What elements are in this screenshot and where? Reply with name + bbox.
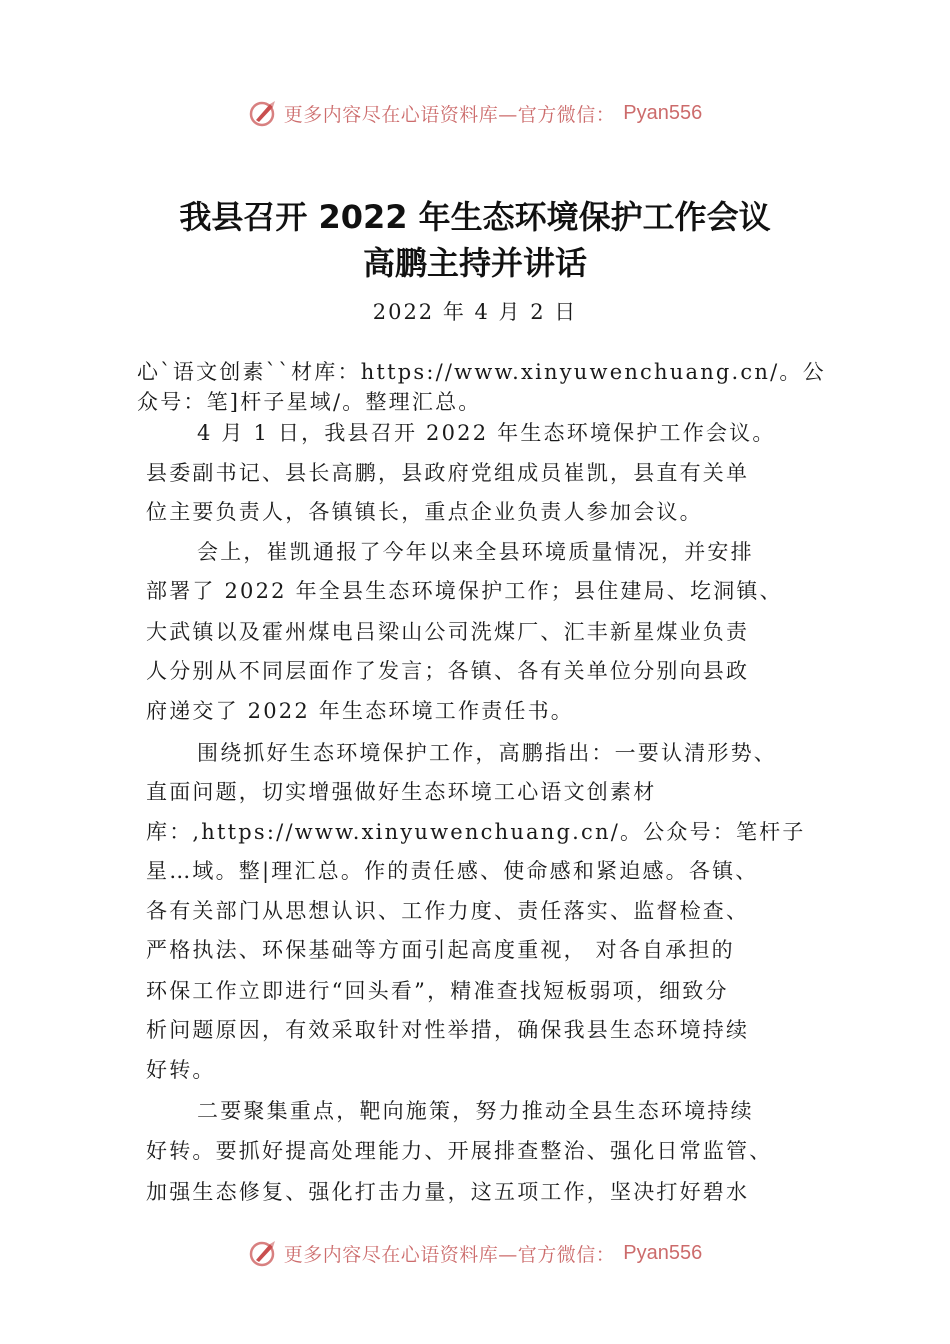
- document-title-line2: 高鹏主持并讲话: [362, 244, 587, 282]
- body-line: 会上，崔凯通报了今年以来全县环境质量情况，并安排: [197, 540, 754, 564]
- body-line: 二要聚集重点，靶向施策，努力推动全县生态环境持续: [197, 1099, 754, 1123]
- body-line: 库：,https://www.xinyuwenchuang.cn/。公众号：笔杆子: [146, 820, 806, 844]
- body-line: 府递交了 2022 年生态环境工作责任书。: [146, 699, 574, 723]
- document-date: 2022 年 4 月 2 日: [372, 300, 578, 324]
- body-line: 环保工作立即进行“回头看”，精准查找短板弱项，细致分: [146, 979, 729, 1003]
- body-line: 人分别从不同层面作了发言；各镇、各有关单位分别向县政: [146, 659, 750, 683]
- body-line: 加强生态修复、强化打击力量，这五项工作，坚决打好碧水: [146, 1180, 750, 1204]
- body-line: 各有关部门从思想认识、工作力度、责任落实、监督检查、: [146, 899, 750, 923]
- body-line: 好转。要抓好提高处理能力、开展排查整治、强化日常监管、: [146, 1139, 773, 1163]
- body-line: 星…域。整|理汇总。作的责任感、使命感和紧迫感。各镇、: [146, 859, 759, 883]
- body-line: 严格执法、环保基础等方面引起高度重视， 对各自承担的: [146, 938, 735, 962]
- body-line: 好转。: [146, 1058, 216, 1082]
- body-line: 心`语文创素``材库：https://www.xinyuwenchuang.cn/。公: [137, 360, 826, 384]
- watermark-header: [0, 93, 950, 133]
- body-line: 大武镇以及霍州煤电吕梁山公司洗煤厂、汇丰新星煤业负责: [146, 620, 750, 644]
- body-line: 部署了 2022 年全县生态环境保护工作；县住建局、圪洞镇、: [146, 579, 783, 603]
- body-line: 4 月 1 日，我县召开 2022 年生态环境保护工作会议。: [197, 421, 776, 445]
- watermark-text: 更多内容尽在心语资料库—官方微信：: [283, 103, 616, 126]
- quill-logo-icon: [248, 98, 278, 128]
- quill-logo-icon: [248, 1238, 278, 1268]
- body-line: 位主要负责人，各镇镇长，重点企业负责人参加会议。: [146, 500, 703, 524]
- watermark-text: 更多内容尽在心语资料库—官方微信：: [283, 1243, 616, 1266]
- body-line: 直面问题，切实增强做好生态环境工心语文创素材: [146, 780, 657, 804]
- watermark-id: Pyan556: [623, 101, 703, 124]
- watermark-footer: [0, 1233, 950, 1273]
- body-line: 县委副书记、县长高鹏，县政府党组成员崔凯，县直有关单: [146, 461, 750, 485]
- watermark-id: Pyan556: [623, 1241, 703, 1264]
- body-line: 析问题原因，有效采取针对性举措，确保我县生态环境持续: [146, 1018, 750, 1042]
- document-title-line1: 我县召开 2022 年生态环境保护工作会议: [179, 198, 771, 236]
- body-line: 众号：笔]杆子星域/。整理汇总。: [137, 390, 482, 414]
- body-line: 围绕抓好生态环境保护工作，高鹏指出：一要认清形势、: [197, 741, 777, 765]
